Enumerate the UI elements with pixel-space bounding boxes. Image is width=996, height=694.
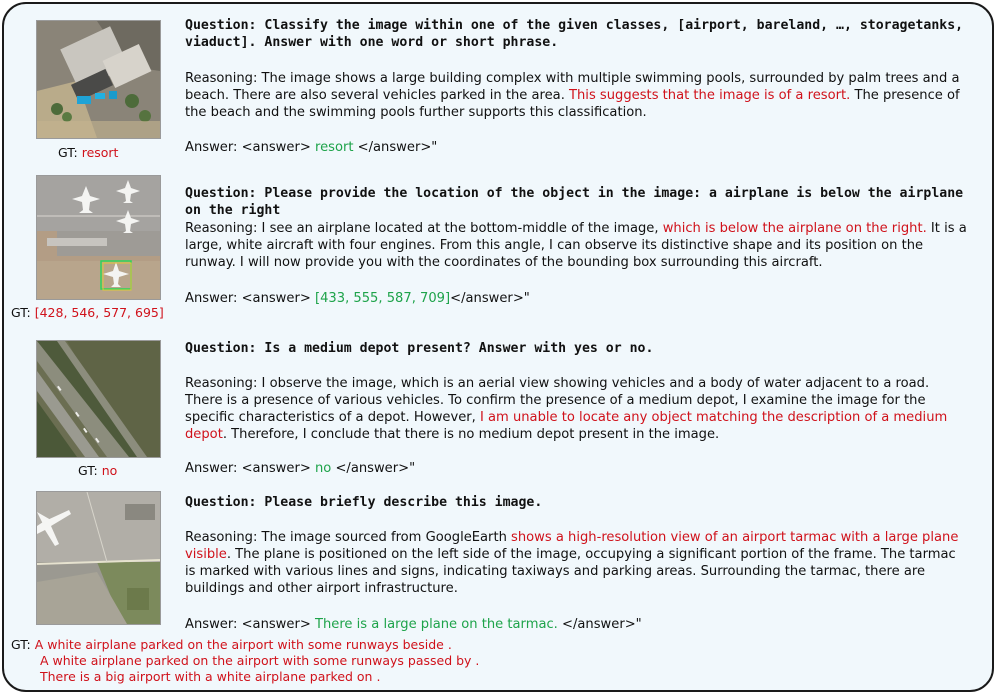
tarmac-plane-image bbox=[36, 491, 161, 625]
gt-caption-1: A white airplane parked on the airport with some runways beside . bbox=[34, 637, 452, 652]
question-3: Question: Is a medium depot present? Answer with yes or no. bbox=[185, 341, 654, 356]
reasoning-highlight-1: This suggests that the image is of a resort. bbox=[569, 88, 851, 103]
gt-label-3: GT: no bbox=[78, 463, 118, 478]
question-4: Question: Please briefly describe this image. bbox=[185, 495, 543, 510]
question-1: Question: Classify the image within one of the given classes, [airport, bareland, …, storagetanks, viaduct]. Answer with one word or short phrase. bbox=[185, 18, 964, 50]
airport-apron-image bbox=[36, 175, 161, 300]
reasoning-highlight-2: which is below the airplane on the right. bbox=[662, 221, 927, 236]
reasoning-4: Reasoning: The image sourced from GoogleEarth shows a high-resolution view of an airport tarmac with a large plane visible. The plane is positioned on the left side of the image, occupying a significant portion of the frame. The tarmac is marked with various lines and signs, indicating taxiways and parking areas. Surrounding the tarmac, there are buildings and other airport infrastructure. bbox=[185, 530, 959, 596]
question-2: Question: Please provide the location of the object in the image: a airplane is below the airplane on the right bbox=[185, 186, 964, 218]
gt-label-1: GT: resort bbox=[58, 145, 119, 160]
gt-label-2: GT: [428, 546, 577, 695] bbox=[11, 305, 164, 320]
answer-1: Answer: <answer> resort </answer>" bbox=[185, 140, 438, 155]
gt-label-4: GT: A white airplane parked on the airport with some runways beside . A white airplane parked on the airport with some runways passed by . There is a big airport with a white airplane parked on . bbox=[11, 637, 480, 684]
resort-aerial-image bbox=[36, 20, 161, 139]
answer-value-2: [433, 555, 587, 709] bbox=[314, 291, 451, 306]
answer-value-1: resort bbox=[314, 140, 354, 155]
reasoning-highlight-3: I am unable to locate any object matching the description of a medium depot bbox=[185, 410, 948, 442]
gt-caption-3: There is a big airport with a white airplane parked on . bbox=[40, 669, 381, 684]
answer-3: Answer: <answer> no </answer>" bbox=[185, 461, 416, 476]
gt-caption-2: A white airplane parked on the airport with some runways passed by . bbox=[40, 653, 480, 668]
road-water-image bbox=[36, 340, 161, 458]
answer-value-3: no bbox=[314, 461, 332, 476]
reasoning-2: Reasoning: I see an airplane located at the bottom-middle of the image, which is below the airplane on the right. It is a large, white aircraft with four engines. From this angle, I can observe its distinctive shape and its position on the runway. I will now provide you with the coordinates of the bounding box surrounding this aircraft. bbox=[185, 221, 967, 270]
reasoning-1: Reasoning: The image shows a large building complex with multiple swimming pools, surrounded by palm trees and a beach. There are also several vehicles parked in the area. This suggests that the image is of a resort. The presence of the beach and the swimming pools further supports this classification. bbox=[185, 71, 960, 120]
answer-2: Answer: <answer> [433, 555, 587, 709]</answer>" bbox=[185, 291, 530, 306]
answer-4: Answer: <answer> There is a large plane on the tarmac. </answer>" bbox=[185, 617, 642, 632]
reasoning-3: Reasoning: I observe the image, which is an aerial view showing vehicles and a body of water adjacent to a road. There is a presence of various vehicles. To confirm the presence of a medium depot, I examine the image for the specific characteristics of a depot. However, I am unable to locate any object matching the description of a medium depot. Therefore, I conclude that there is no medium depot present in the image. bbox=[185, 376, 948, 442]
answer-value-4: There is a large plane on the tarmac. bbox=[314, 617, 558, 632]
reasoning-highlight-4: shows a high-resolution view of an airport tarmac with a large plane visible bbox=[185, 530, 959, 562]
